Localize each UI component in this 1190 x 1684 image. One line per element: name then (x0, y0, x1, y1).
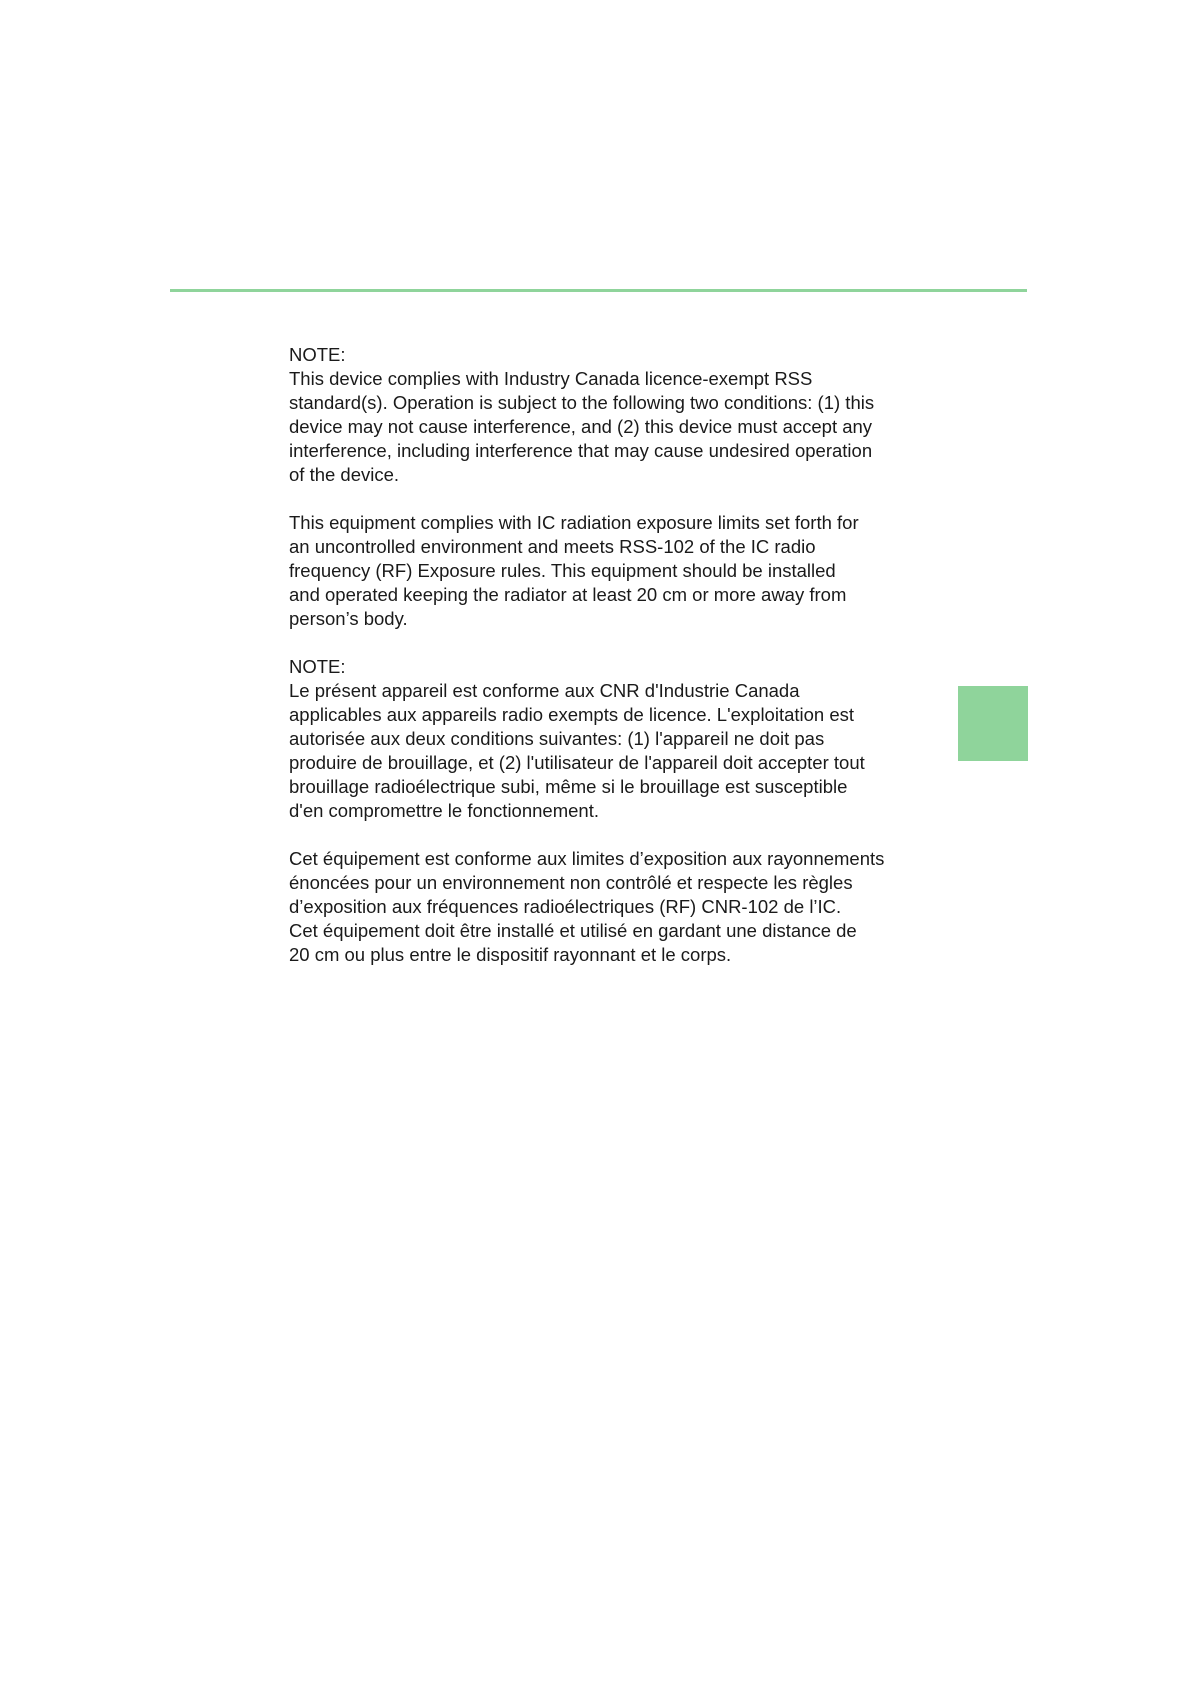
note-ic-french (289, 655, 929, 823)
rf-exposure-english (289, 511, 929, 631)
note-label: NOTE: (289, 656, 346, 677)
regulatory-text (289, 343, 929, 991)
section-thumb-tab (958, 686, 1028, 761)
note-label: NOTE: (289, 344, 346, 365)
paragraph: This device complies with Industry Canada licence-exempt RSS standard(s). Operation is subject to the following two conditions: (1) this device may not cause interference, and (2) this device must accept any interference, including interference that may cause undesired operation of the device. (289, 368, 875, 485)
header-rule (170, 289, 1027, 292)
rf-exposure-french (289, 847, 929, 967)
note-ic-english (289, 343, 929, 487)
paragraph: This equipment complies with IC radiation exposure limits set forth for an uncontrolled environment and meets RSS-102 of the IC radio frequency (RF) Exposure rules. This equipment should be installed and operated keeping the radiator at least 20 cm or more away from person’s body. (289, 512, 859, 629)
paragraph: Le présent appareil est conforme aux CNR d'Industrie Canada applicables aux appareils radio exempts de licence. L'exploitation est autorisée aux deux conditions suivantes: (1) l'appareil ne doit pas produire de brouillage, et (2) l'utilisateur de l'appareil doit accepter tout brouillage radioélectrique subi, même si le brouillage est susceptible d'en compromettre le fonctionnement. (289, 680, 865, 821)
paragraph: Cet équipement est conforme aux limites d’exposition aux rayonnements énoncées pour un environnement non contrôlé et respecte les règles d’exposition aux fréquences radioélectriques (RF) CNR-102 de l’IC. Cet équipement doit être installé et utilisé en gardant une distance de 20 cm ou plus entre le dispositif rayonnant et le corps. (289, 848, 885, 965)
